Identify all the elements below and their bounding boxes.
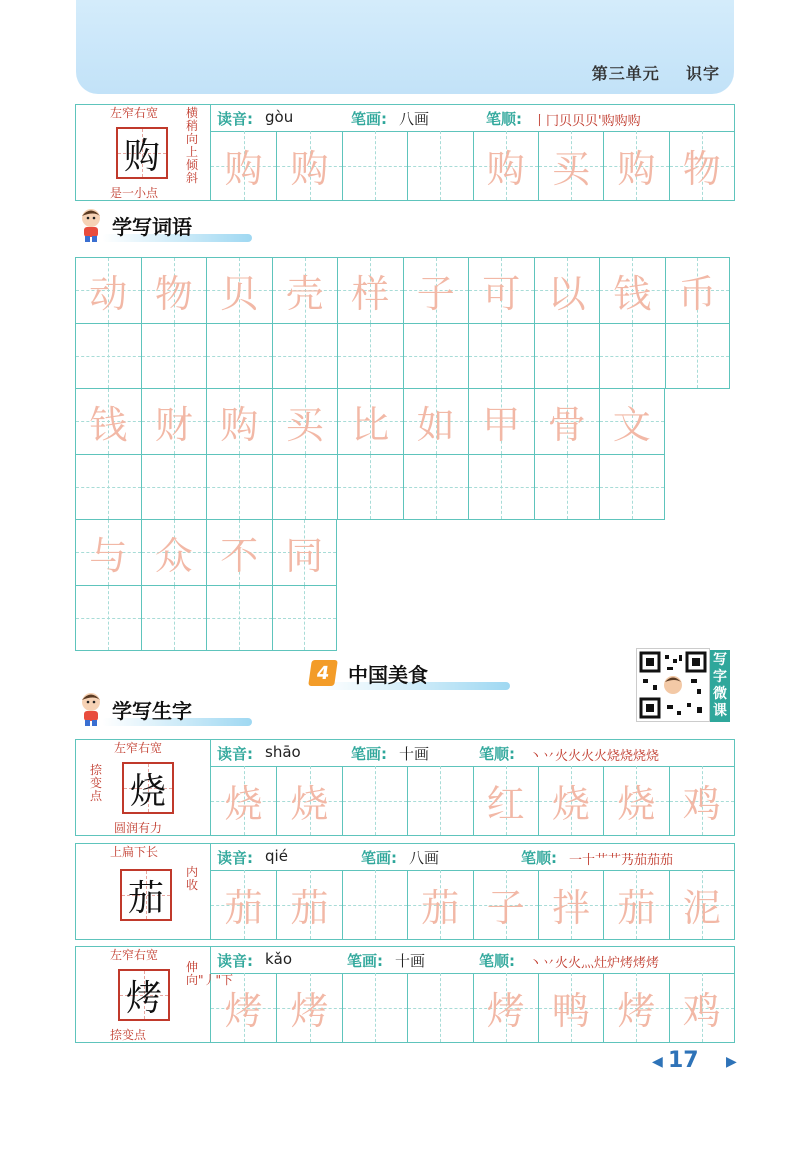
practice-cell[interactable] bbox=[407, 973, 472, 1042]
word-cell[interactable]: 甲 bbox=[468, 389, 534, 455]
word-cell[interactable]: 钱 bbox=[599, 258, 665, 324]
page-number: 17 bbox=[668, 1048, 699, 1073]
word-cell[interactable] bbox=[75, 324, 141, 390]
word-row-blank bbox=[75, 324, 730, 390]
practice-row bbox=[211, 766, 734, 835]
note-bottom: 是一小点 bbox=[110, 186, 159, 200]
practice-cell[interactable]: 烧 bbox=[211, 766, 276, 835]
practice-cell[interactable]: 茄 bbox=[407, 870, 472, 939]
practice-cell[interactable]: 烤 bbox=[603, 973, 668, 1042]
note-top: 上扁下长 bbox=[110, 845, 159, 859]
word-row-blank bbox=[75, 586, 730, 652]
word-cell[interactable]: 同 bbox=[272, 520, 338, 586]
info-row bbox=[211, 740, 734, 767]
practice-cell[interactable]: 鸡 bbox=[669, 766, 734, 835]
word-cell[interactable]: 众 bbox=[141, 520, 207, 586]
word-cell[interactable] bbox=[599, 455, 665, 521]
stroke-order-value: 丶丷火火火火烧烧烧烧 bbox=[529, 749, 660, 764]
word-cell[interactable] bbox=[206, 586, 272, 652]
pinyin-value: qié bbox=[265, 847, 288, 865]
word-cell[interactable]: 比 bbox=[337, 389, 403, 455]
char-block-shao bbox=[75, 739, 735, 836]
stroke-count-value: 十画 bbox=[399, 745, 430, 763]
practice-cell[interactable]: 红 bbox=[473, 766, 538, 835]
word-cell[interactable]: 骨 bbox=[534, 389, 600, 455]
practice-cell[interactable] bbox=[342, 870, 407, 939]
char-model-area bbox=[76, 740, 211, 835]
practice-row bbox=[211, 973, 734, 1042]
word-cell[interactable] bbox=[75, 455, 141, 521]
word-cell[interactable] bbox=[206, 455, 272, 521]
practice-cell[interactable]: 购 bbox=[211, 131, 276, 200]
word-cell[interactable]: 以 bbox=[534, 258, 600, 324]
note-bottom: 圆润有力 bbox=[114, 821, 163, 835]
practice-cell[interactable] bbox=[342, 131, 407, 200]
word-row bbox=[75, 520, 730, 586]
word-cell[interactable]: 样 bbox=[337, 258, 403, 324]
model-char: 茄 bbox=[120, 869, 172, 921]
practice-cell[interactable]: 拌 bbox=[538, 870, 603, 939]
word-cell[interactable] bbox=[534, 455, 600, 521]
practice-cell[interactable]: 买 bbox=[538, 131, 603, 200]
practice-cell[interactable]: 购 bbox=[473, 131, 538, 200]
word-cell[interactable] bbox=[337, 324, 403, 390]
practice-cell[interactable]: 烤 bbox=[276, 973, 341, 1042]
note-right: 内收 bbox=[186, 865, 199, 892]
word-row-blank bbox=[75, 455, 730, 521]
practice-cell[interactable]: 泥 bbox=[669, 870, 734, 939]
pinyin-value: kǎo bbox=[265, 950, 293, 968]
stroke-order-label: 笔顺: bbox=[479, 745, 515, 763]
practice-cell[interactable]: 烤 bbox=[211, 973, 276, 1042]
note-left: 捺变点 bbox=[90, 763, 103, 803]
char-block-gou bbox=[75, 104, 735, 201]
practice-cell[interactable]: 子 bbox=[473, 870, 538, 939]
section-title: 学写生字 bbox=[112, 698, 192, 723]
practice-cell[interactable]: 购 bbox=[603, 131, 668, 200]
practice-cell[interactable]: 烤 bbox=[473, 973, 538, 1042]
stroke-count-value: 十画 bbox=[395, 952, 426, 970]
word-cell[interactable] bbox=[468, 455, 534, 521]
practice-row bbox=[211, 131, 734, 200]
word-cell[interactable]: 购 bbox=[206, 389, 272, 455]
lesson-number: 4 bbox=[308, 660, 338, 686]
word-row bbox=[75, 389, 730, 455]
qr-code[interactable] bbox=[636, 648, 710, 722]
prev-page-icon[interactable]: ◀ bbox=[652, 1054, 663, 1070]
section-header-chars bbox=[76, 690, 192, 728]
word-cell[interactable]: 文 bbox=[599, 389, 665, 455]
word-cell[interactable] bbox=[272, 455, 338, 521]
lesson-title: 中国美食 bbox=[348, 662, 428, 687]
char-block-kao bbox=[75, 946, 735, 1043]
practice-cell[interactable]: 茄 bbox=[211, 870, 276, 939]
word-cell[interactable] bbox=[75, 586, 141, 652]
stroke-order-label: 笔顺: bbox=[479, 952, 515, 970]
word-cell[interactable]: 不 bbox=[206, 520, 272, 586]
word-cell[interactable]: 壳 bbox=[272, 258, 338, 324]
practice-cell[interactable]: 物 bbox=[669, 131, 734, 200]
section-title: 学写词语 bbox=[112, 214, 192, 239]
word-cell[interactable]: 贝 bbox=[206, 258, 272, 324]
pinyin-value: gòu bbox=[265, 108, 294, 126]
practice-cell[interactable] bbox=[407, 766, 472, 835]
stroke-count-value: 八画 bbox=[399, 110, 430, 128]
practice-row bbox=[211, 870, 734, 939]
word-cell[interactable]: 币 bbox=[665, 258, 731, 324]
model-char: 烤 bbox=[118, 969, 170, 1021]
word-cell[interactable]: 子 bbox=[403, 258, 469, 324]
word-cell[interactable] bbox=[141, 455, 207, 521]
word-cell[interactable] bbox=[403, 324, 469, 390]
practice-cell[interactable] bbox=[342, 973, 407, 1042]
cartoon-boy-icon bbox=[76, 207, 106, 243]
practice-cell[interactable]: 烧 bbox=[276, 766, 341, 835]
note-bottom: 捺变点 bbox=[110, 1028, 147, 1042]
word-grid bbox=[75, 257, 730, 651]
word-cell[interactable] bbox=[665, 324, 731, 390]
practice-cell[interactable]: 茄 bbox=[603, 870, 668, 939]
word-cell[interactable]: 动 bbox=[75, 258, 141, 324]
note-right: 伸向"丿"下 bbox=[186, 960, 234, 987]
stroke-count-label: 笔画: bbox=[347, 952, 383, 970]
practice-cell[interactable]: 烧 bbox=[538, 766, 603, 835]
stroke-order-value: 丨冂贝贝贝'购购购 bbox=[533, 114, 641, 129]
stroke-order-label: 笔顺: bbox=[521, 849, 557, 867]
word-cell[interactable] bbox=[337, 455, 403, 521]
char-model-area bbox=[76, 947, 234, 1042]
model-char: 烧 bbox=[122, 762, 174, 814]
note-top: 左窄右宽 bbox=[114, 741, 163, 755]
note-top: 左窄右宽 bbox=[110, 106, 159, 120]
note-top: 左窄右宽 bbox=[110, 948, 159, 962]
header-banner bbox=[76, 0, 734, 94]
practice-cell[interactable] bbox=[342, 766, 407, 835]
word-cell[interactable]: 物 bbox=[141, 258, 207, 324]
stroke-order-value: 一十艹艹艿茄茄茄 bbox=[569, 853, 674, 868]
word-cell[interactable] bbox=[206, 324, 272, 390]
stroke-count-label: 笔画: bbox=[351, 745, 387, 763]
word-cell[interactable]: 买 bbox=[272, 389, 338, 455]
word-cell[interactable] bbox=[141, 586, 207, 652]
word-cell[interactable]: 钱 bbox=[75, 389, 141, 455]
practice-cell[interactable]: 烧 bbox=[603, 766, 668, 835]
word-cell[interactable]: 如 bbox=[403, 389, 469, 455]
info-row bbox=[211, 947, 734, 974]
word-cell[interactable]: 财 bbox=[141, 389, 207, 455]
practice-cell[interactable]: 购 bbox=[276, 131, 341, 200]
char-model-area bbox=[76, 844, 211, 939]
model-char: 购 bbox=[116, 127, 168, 179]
pinyin-value: shāo bbox=[265, 743, 301, 761]
pinyin-label: 读音: bbox=[217, 110, 253, 128]
stroke-count-value: 八画 bbox=[409, 849, 440, 867]
stroke-order-value: 丶丷火火灬灶炉烤烤烤 bbox=[529, 956, 660, 971]
stroke-count-label: 笔画: bbox=[351, 110, 387, 128]
word-row bbox=[75, 258, 730, 324]
stroke-count-label: 笔画: bbox=[361, 849, 397, 867]
pinyin-label: 读音: bbox=[217, 952, 253, 970]
char-model-area bbox=[76, 105, 211, 200]
word-cell[interactable] bbox=[468, 324, 534, 390]
info-row bbox=[211, 844, 734, 871]
pinyin-label: 读音: bbox=[217, 745, 253, 763]
info-row bbox=[211, 105, 734, 132]
char-block-qie bbox=[75, 843, 735, 940]
section-header-words bbox=[76, 206, 192, 244]
cartoon-boy-icon bbox=[76, 691, 106, 727]
practice-cell[interactable]: 鸡 bbox=[669, 973, 734, 1042]
pinyin-label: 读音: bbox=[217, 849, 253, 867]
word-cell[interactable] bbox=[272, 586, 338, 652]
word-cell[interactable]: 与 bbox=[75, 520, 141, 586]
word-cell[interactable] bbox=[599, 324, 665, 390]
practice-cell[interactable]: 鸭 bbox=[538, 973, 603, 1042]
word-cell[interactable] bbox=[272, 324, 338, 390]
word-cell[interactable] bbox=[403, 455, 469, 521]
stroke-order-label: 笔顺: bbox=[486, 110, 522, 128]
note-right: 横稍向上倾斜 bbox=[186, 106, 199, 185]
lesson-heading bbox=[310, 656, 428, 690]
word-cell[interactable]: 可 bbox=[468, 258, 534, 324]
practice-cell[interactable]: 茄 bbox=[276, 870, 341, 939]
word-cell[interactable] bbox=[534, 324, 600, 390]
next-page-icon[interactable]: ▶ bbox=[726, 1054, 737, 1070]
unit-title: 第三单元 识字 bbox=[591, 64, 720, 83]
micro-lesson-label[interactable]: 写字微课 bbox=[710, 650, 730, 722]
practice-cell[interactable] bbox=[407, 131, 472, 200]
word-cell[interactable] bbox=[141, 324, 207, 390]
